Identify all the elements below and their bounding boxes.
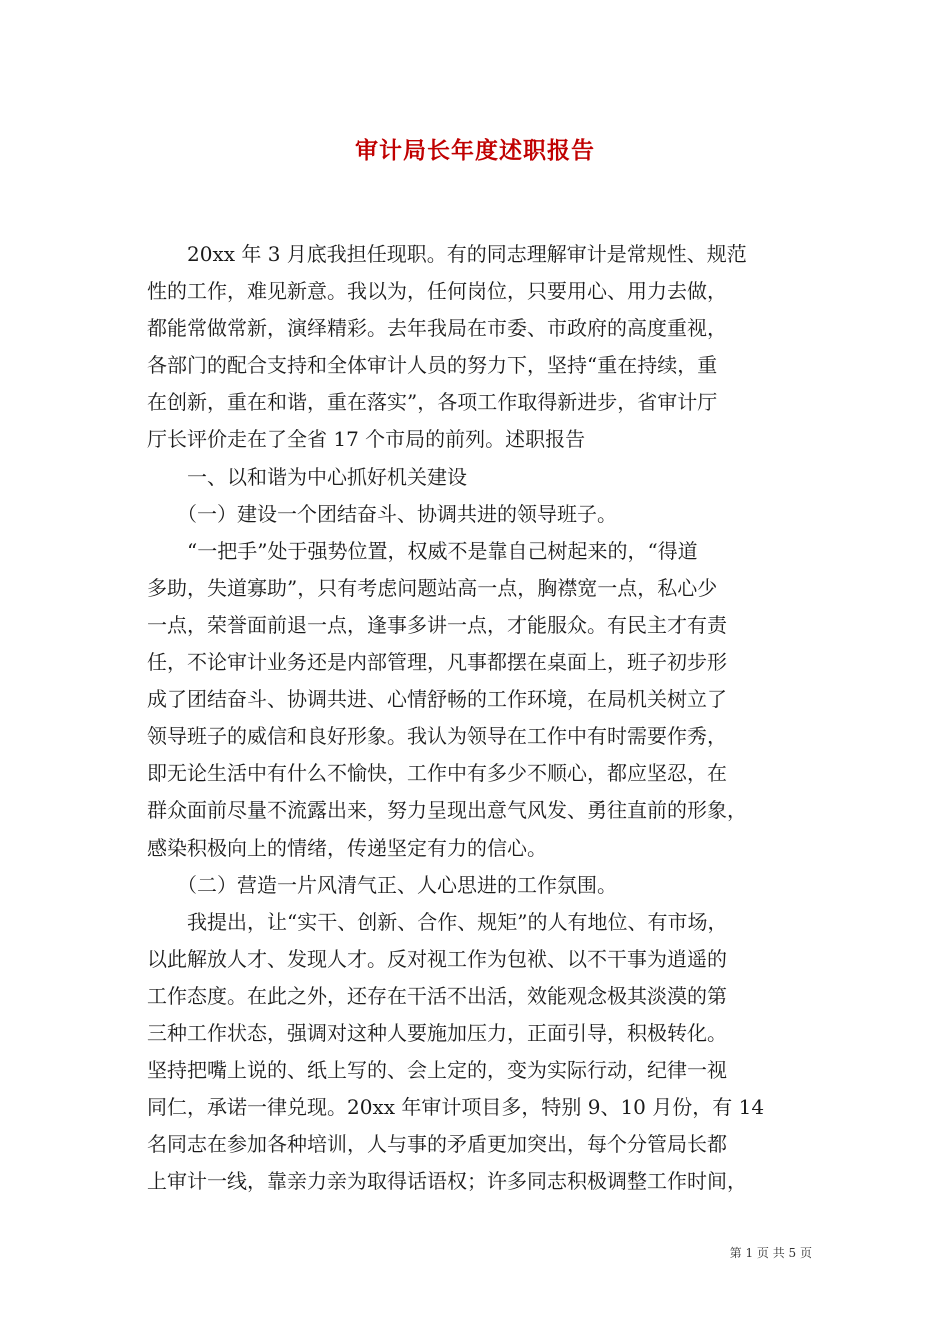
body-line: 三种工作状态，强调对这种人要施加压力，正面引导，积极转化。 [147, 1020, 727, 1045]
page-number: 第 1 页 共 5 页 [729, 1246, 812, 1260]
body-line: 一点，荣誉面前退一点，逢事多讲一点，才能服众。有民主才有责 [147, 612, 727, 637]
body-line: 成了团结奋斗、协调共进、心情舒畅的工作环境，在局机关树立了 [147, 687, 727, 712]
body-line: 性的工作，难见新意。我以为，任何岗位，只要用心、用力去做， [147, 279, 727, 304]
body-line: 同仁，承诺一律兑现。20xx 年审计项目多，特别 9、10 月份，有 14 [147, 1095, 765, 1120]
body-line: 感染积极向上的情绪，传递坚定有力的信心。 [147, 835, 547, 860]
body-line: 工作态度。在此之外，还存在干活不出活，效能观念极其淡漠的第 [147, 983, 727, 1008]
body-line: 领导班子的威信和良好形象。我认为领导在工作中有时需要作秀， [147, 724, 727, 749]
body-line: 厅长评价走在了全省 17 个市局的前列。述职报告 [147, 427, 586, 452]
body-line: 在创新，重在和谐，重在落实”，各项工作取得新进步，省审计厅 [147, 390, 718, 415]
body-line: 即无论生活中有什么不愉快，工作中有多少不顺心，都应坚忍，在 [147, 761, 727, 786]
subsection-heading: （一）建设一个团结奋斗、协调共进的领导班子。 [147, 501, 617, 526]
document-body [147, 236, 812, 1200]
document-title: 审计局长年度述职报告 [355, 137, 595, 164]
body-line: “一把手”处于强势位置，权威不是靠自己树起来的，“得道 [147, 538, 698, 563]
body-line: 都能常做常新，演绎精彩。去年我局在市委、市政府的高度重视， [147, 316, 727, 341]
section-heading: 一、以和谐为中心抓好机关建设 [147, 464, 467, 489]
body-line: 任，不论审计业务还是内部管理，凡事都摆在桌面上，班子初步形 [147, 650, 727, 675]
body-line: 我提出，让“实干、创新、合作、规矩”的人有地位、有市场， [147, 909, 728, 934]
body-line: 坚持把嘴上说的、纸上写的、会上定的，变为实际行动，纪律一视 [147, 1058, 727, 1083]
body-line: 名同志在参加各种培训，人与事的矛盾更加突出，每个分管局长都 [147, 1132, 727, 1157]
body-line: 多助，失道寡助”，只有考虑问题站高一点，胸襟宽一点，私心少 [147, 575, 718, 600]
body-line: 群众面前尽量不流露出来，努力呈现出意气风发、勇往直前的形象， [147, 798, 747, 823]
subsection-heading: （二）营造一片风清气正、人心思进的工作氛围。 [147, 872, 617, 897]
body-line: 各部门的配合支持和全体审计人员的努力下，坚持“重在持续，重 [147, 353, 718, 378]
body-line: 上审计一线，靠亲力亲为取得话语权；许多同志积极调整工作时间， [147, 1169, 747, 1194]
body-line: 20xx 年 3 月底我担任现职。有的同志理解审计是常规性、规范 [147, 242, 747, 266]
body-line: 以此解放人才、发现人才。反对视工作为包袱、以不干事为逍遥的 [147, 946, 727, 971]
